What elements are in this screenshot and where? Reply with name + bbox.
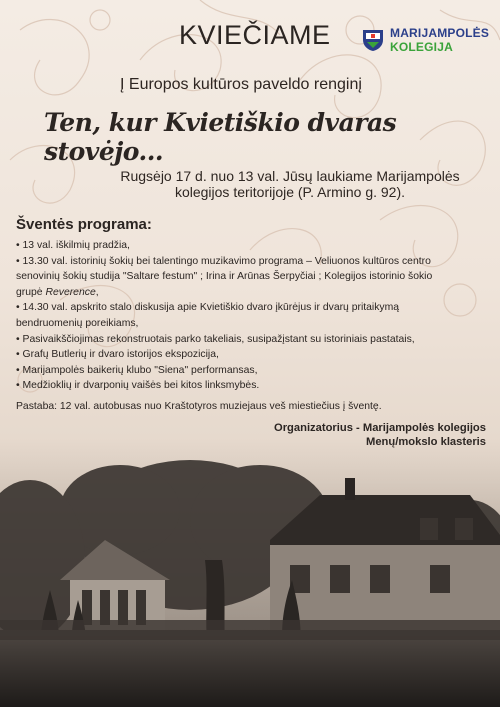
program-list: [16, 238, 486, 394]
logo-text-line2: KOLEGIJA: [390, 40, 453, 54]
program-line: • Marijampolės baikerių klubo "Siena" performansas,: [16, 364, 258, 376]
program-line: • 14.30 val. apskrito stalo diskusija apie Kvietiškio dvaro įkūrėjus ir dvarų pritaikymą: [16, 302, 400, 314]
program-line: • Medžioklių ir dvarponių vaišės bei kitos linksmybės.: [16, 380, 260, 392]
college-emblem-icon: [360, 26, 386, 52]
program-line: • Grafų Butlerių ir dvaro istorijos ekspozicija,: [16, 349, 219, 361]
program-title: Šventės programa:: [16, 216, 152, 233]
manor-photo: [0, 440, 500, 707]
program-line: • 13 val. iškilmių pradžia,: [16, 240, 130, 251]
event-subtitle: Į Europos kultūros paveldo renginį: [120, 76, 362, 93]
organizer-line1: Organizatorius - Marijampolės kolegijos: [274, 422, 486, 434]
program-line: • Pasivaikščiojimas rekonstruotais parko takeliais, susipažįstant su istoriniais pastatais,: [16, 333, 415, 345]
program-line: bendruomenių poreikiams,: [16, 317, 139, 329]
logo-text-line1: MARIJAMPOLĖS: [390, 26, 490, 40]
page-title: KVIEČIAME: [179, 20, 331, 50]
bus-note: Pastaba: 12 val. autobusas nuo Kraštotyros muziejaus veš miestiečius į šventę.: [16, 401, 382, 412]
program-line: grupė Reverence,: [16, 286, 99, 298]
program-line: senovinių šokių studija "Saltare festum" ; Irina ir Arūnas Šerpyčiai ; Kolegijos istorinio šokio: [16, 271, 433, 283]
program-line: • 13.30 val. istorinių šokių bei talentingo muzikavimo programa – Veliuonos kultūros centro: [16, 255, 431, 267]
event-intro: Rugsėjo 17 d. nuo 13 val. Jūsų laukiame Marijampolės kolegijos teritorijoje (P. Armino g. 92).: [120, 168, 460, 200]
college-logo: [360, 24, 490, 58]
event-headline: Ten, kur Kvietiškio dvaras stovėjo...: [44, 108, 397, 166]
